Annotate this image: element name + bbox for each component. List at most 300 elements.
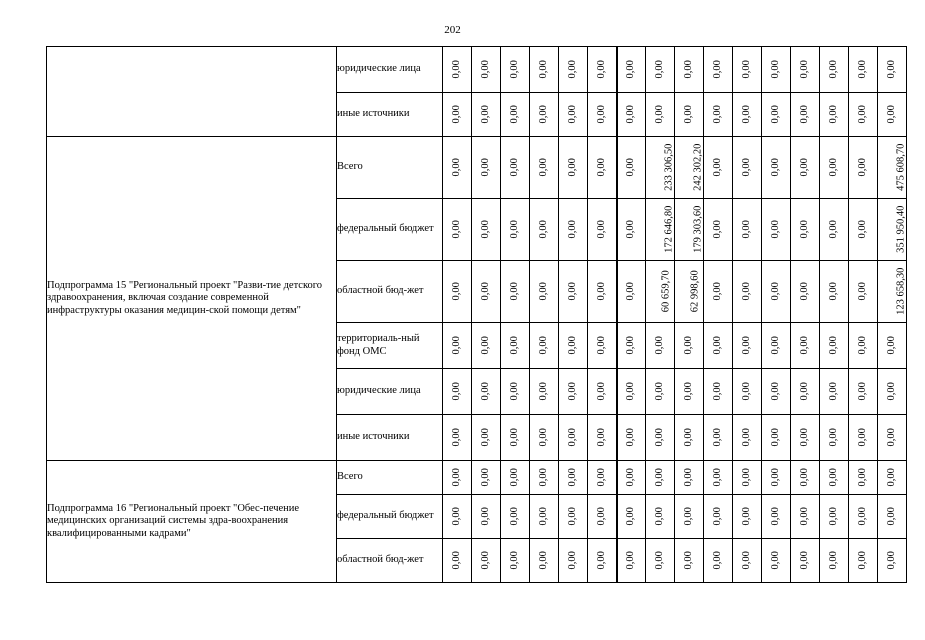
value-cell	[443, 495, 472, 539]
value-text: 0,00	[450, 507, 462, 526]
value-text: 0,00	[537, 468, 549, 487]
value-text: 0,00	[769, 282, 781, 301]
value-text: 0,00	[769, 220, 781, 239]
value-text: 0,00	[885, 551, 897, 570]
value-cell	[878, 137, 907, 199]
value-text: 475 608,70	[895, 143, 907, 192]
value-text: 0,00	[711, 468, 723, 487]
value-cell	[588, 137, 617, 199]
value-cell	[762, 369, 791, 415]
table-row	[47, 461, 907, 495]
value-text: 0,00	[711, 282, 723, 301]
value-cell	[472, 415, 501, 461]
value-text: 0,00	[624, 382, 636, 401]
value-cell	[559, 323, 588, 369]
value-text: 0,00	[769, 382, 781, 401]
value-text: 0,00	[856, 507, 868, 526]
source-cell: областной бюд-жет	[337, 261, 443, 323]
source-cell: областной бюд-жет	[337, 539, 443, 583]
value-text: 0,00	[566, 105, 578, 124]
value-text: 0,00	[827, 468, 839, 487]
value-text: 0,00	[566, 468, 578, 487]
value-cell	[588, 93, 617, 137]
value-cell	[791, 369, 820, 415]
value-text: 0,00	[595, 468, 607, 487]
value-cell	[443, 539, 472, 583]
value-text: 0,00	[508, 282, 520, 301]
value-cell	[646, 495, 675, 539]
value-text: 0,00	[711, 382, 723, 401]
value-cell	[675, 137, 704, 199]
value-text: 0,00	[653, 468, 665, 487]
value-text: 0,00	[450, 551, 462, 570]
table-row	[47, 47, 907, 93]
value-cell	[588, 369, 617, 415]
value-text: 0,00	[508, 105, 520, 124]
value-cell	[530, 261, 559, 323]
value-cell	[878, 461, 907, 495]
value-text: 0,00	[595, 60, 607, 79]
value-text: 0,00	[595, 336, 607, 355]
value-cell	[791, 461, 820, 495]
value-text: 0,00	[827, 220, 839, 239]
value-text: 0,00	[566, 428, 578, 447]
value-cell	[646, 461, 675, 495]
value-text: 0,00	[450, 220, 462, 239]
value-cell	[501, 47, 530, 93]
source-cell: юридические лица	[337, 47, 443, 93]
value-text: 0,00	[479, 428, 491, 447]
value-text: 0,00	[653, 382, 665, 401]
source-cell: федеральный бюджет	[337, 199, 443, 261]
value-cell	[849, 495, 878, 539]
value-text: 0,00	[856, 282, 868, 301]
value-text: 0,00	[885, 105, 897, 124]
value-text: 0,00	[798, 428, 810, 447]
value-text: 0,00	[856, 158, 868, 177]
value-cell	[849, 323, 878, 369]
value-cell	[704, 539, 733, 583]
value-cell	[559, 137, 588, 199]
value-text: 0,00	[653, 428, 665, 447]
value-cell	[530, 415, 559, 461]
value-text: 0,00	[856, 220, 868, 239]
value-text: 0,00	[769, 336, 781, 355]
value-cell	[878, 539, 907, 583]
value-cell	[501, 93, 530, 137]
value-text: 0,00	[769, 428, 781, 447]
value-cell	[646, 137, 675, 199]
value-cell	[878, 323, 907, 369]
value-cell	[530, 93, 559, 137]
value-text: 0,00	[595, 220, 607, 239]
value-cell	[704, 47, 733, 93]
value-cell	[472, 369, 501, 415]
value-cell	[820, 47, 849, 93]
value-text: 0,00	[827, 551, 839, 570]
value-text: 0,00	[798, 282, 810, 301]
value-text: 0,00	[450, 158, 462, 177]
value-text: 0,00	[479, 507, 491, 526]
value-cell	[588, 261, 617, 323]
value-cell	[617, 261, 646, 323]
value-text: 0,00	[450, 336, 462, 355]
value-text: 0,00	[711, 158, 723, 177]
value-text: 0,00	[798, 551, 810, 570]
value-cell	[791, 495, 820, 539]
value-text: 0,00	[769, 507, 781, 526]
value-text: 0,00	[624, 468, 636, 487]
value-cell	[646, 539, 675, 583]
value-cell	[704, 415, 733, 461]
value-text: 0,00	[827, 60, 839, 79]
value-text: 0,00	[827, 282, 839, 301]
value-cell	[501, 369, 530, 415]
value-cell	[675, 199, 704, 261]
value-text: 351 950,40	[895, 205, 907, 254]
value-cell	[588, 461, 617, 495]
value-cell	[791, 539, 820, 583]
value-text: 0,00	[711, 60, 723, 79]
value-cell	[791, 137, 820, 199]
value-cell	[791, 415, 820, 461]
value-text: 0,00	[537, 551, 549, 570]
value-text: 0,00	[740, 428, 752, 447]
value-cell	[617, 461, 646, 495]
value-cell	[762, 137, 791, 199]
value-cell	[443, 137, 472, 199]
value-cell	[472, 323, 501, 369]
value-cell	[675, 415, 704, 461]
value-cell	[733, 261, 762, 323]
value-text: 179 303,60	[692, 205, 704, 254]
value-cell	[704, 137, 733, 199]
value-cell	[588, 47, 617, 93]
value-cell	[501, 323, 530, 369]
value-cell	[646, 369, 675, 415]
value-text: 0,00	[682, 382, 694, 401]
value-cell	[617, 323, 646, 369]
value-text: 0,00	[769, 551, 781, 570]
value-cell	[501, 461, 530, 495]
value-cell	[733, 461, 762, 495]
value-cell	[443, 323, 472, 369]
value-cell	[791, 261, 820, 323]
value-text: 0,00	[537, 105, 549, 124]
value-text: 0,00	[885, 382, 897, 401]
value-text: 0,00	[682, 551, 694, 570]
value-cell	[878, 415, 907, 461]
value-cell	[762, 323, 791, 369]
value-cell	[675, 47, 704, 93]
value-cell	[588, 415, 617, 461]
value-text: 0,00	[566, 551, 578, 570]
value-cell	[530, 137, 559, 199]
value-text: 172 646,80	[663, 205, 675, 254]
value-text: 242 302,20	[692, 143, 704, 192]
value-text: 0,00	[682, 336, 694, 355]
value-text: 123 658,30	[895, 267, 907, 316]
value-cell	[530, 495, 559, 539]
value-text: 0,00	[856, 60, 868, 79]
value-cell	[559, 261, 588, 323]
value-text: 0,00	[508, 428, 520, 447]
value-text: 0,00	[653, 60, 665, 79]
value-cell	[559, 47, 588, 93]
value-cell	[733, 415, 762, 461]
value-text: 0,00	[827, 336, 839, 355]
value-cell	[849, 137, 878, 199]
value-cell	[646, 93, 675, 137]
value-text: 0,00	[479, 105, 491, 124]
value-text: 0,00	[479, 282, 491, 301]
value-cell	[472, 47, 501, 93]
source-cell: Всего	[337, 461, 443, 495]
value-text: 0,00	[624, 105, 636, 124]
value-cell	[559, 539, 588, 583]
value-text: 0,00	[479, 382, 491, 401]
value-cell	[762, 495, 791, 539]
value-cell	[646, 323, 675, 369]
value-text: 0,00	[537, 428, 549, 447]
value-cell	[501, 199, 530, 261]
value-text: 0,00	[711, 507, 723, 526]
value-cell	[762, 461, 791, 495]
value-cell	[617, 47, 646, 93]
value-text: 0,00	[740, 551, 752, 570]
value-cell	[472, 93, 501, 137]
value-text: 0,00	[856, 105, 868, 124]
value-text: 0,00	[624, 507, 636, 526]
value-cell	[733, 199, 762, 261]
value-text: 0,00	[566, 60, 578, 79]
value-cell	[472, 539, 501, 583]
value-text: 0,00	[508, 507, 520, 526]
value-cell	[617, 495, 646, 539]
value-cell	[704, 495, 733, 539]
value-cell	[762, 415, 791, 461]
value-cell	[704, 261, 733, 323]
value-text: 62 998,60	[689, 270, 701, 313]
value-cell	[820, 369, 849, 415]
table-body	[47, 47, 907, 583]
page-number: 202	[444, 24, 461, 36]
value-cell	[501, 539, 530, 583]
value-text: 0,00	[653, 105, 665, 124]
value-cell	[588, 199, 617, 261]
value-text: 0,00	[740, 105, 752, 124]
value-text: 0,00	[798, 468, 810, 487]
value-cell	[878, 369, 907, 415]
value-text: 0,00	[566, 382, 578, 401]
value-cell	[646, 47, 675, 93]
value-text: 0,00	[827, 507, 839, 526]
value-text: 0,00	[479, 60, 491, 79]
value-cell	[588, 539, 617, 583]
value-cell	[820, 415, 849, 461]
value-text: 0,00	[566, 507, 578, 526]
value-text: 0,00	[740, 60, 752, 79]
value-text: 0,00	[595, 507, 607, 526]
value-cell	[617, 415, 646, 461]
value-text: 0,00	[479, 336, 491, 355]
value-cell	[443, 93, 472, 137]
value-cell	[878, 199, 907, 261]
value-cell	[849, 47, 878, 93]
value-cell	[559, 93, 588, 137]
value-text: 0,00	[653, 551, 665, 570]
value-text: 0,00	[450, 428, 462, 447]
value-cell	[675, 495, 704, 539]
value-text: 0,00	[798, 60, 810, 79]
source-cell: территориаль-ный фонд ОМС	[337, 323, 443, 369]
source-cell: юридические лица	[337, 369, 443, 415]
value-cell	[646, 261, 675, 323]
value-cell	[878, 495, 907, 539]
value-text: 0,00	[653, 507, 665, 526]
value-text: 0,00	[740, 507, 752, 526]
value-text: 0,00	[798, 158, 810, 177]
value-text: 0,00	[595, 282, 607, 301]
value-text: 0,00	[798, 336, 810, 355]
value-cell	[443, 369, 472, 415]
value-text: 0,00	[682, 428, 694, 447]
value-cell	[675, 93, 704, 137]
value-text: 0,00	[595, 428, 607, 447]
value-text: 0,00	[798, 105, 810, 124]
value-text: 0,00	[769, 468, 781, 487]
value-text: 0,00	[740, 220, 752, 239]
value-text: 0,00	[769, 60, 781, 79]
value-cell	[617, 369, 646, 415]
value-text: 0,00	[508, 220, 520, 239]
value-text: 0,00	[624, 551, 636, 570]
value-cell	[559, 199, 588, 261]
value-text: 0,00	[682, 468, 694, 487]
value-cell	[820, 137, 849, 199]
value-text: 0,00	[682, 60, 694, 79]
value-cell	[501, 495, 530, 539]
value-cell	[617, 93, 646, 137]
value-cell	[791, 47, 820, 93]
program-cell: Подпрограмма 15 "Региональный проект "Разви-тие детского здравоохранения, включая создание современной инфраструктуры оказания медицин-ской помощи детям"	[47, 137, 337, 461]
budget-table	[46, 46, 907, 583]
value-text: 0,00	[566, 336, 578, 355]
value-cell	[588, 323, 617, 369]
value-cell	[849, 415, 878, 461]
value-cell	[849, 261, 878, 323]
value-text: 0,00	[856, 382, 868, 401]
value-text: 0,00	[711, 336, 723, 355]
value-text: 0,00	[479, 468, 491, 487]
value-text: 0,00	[885, 428, 897, 447]
value-cell	[762, 93, 791, 137]
value-text: 0,00	[566, 158, 578, 177]
value-cell	[501, 261, 530, 323]
value-text: 0,00	[595, 105, 607, 124]
value-cell	[675, 323, 704, 369]
value-text: 0,00	[740, 336, 752, 355]
value-text: 0,00	[856, 336, 868, 355]
value-cell	[820, 199, 849, 261]
value-cell	[733, 323, 762, 369]
value-cell	[791, 199, 820, 261]
value-text: 0,00	[595, 551, 607, 570]
value-text: 0,00	[508, 468, 520, 487]
value-cell	[849, 199, 878, 261]
value-cell	[530, 323, 559, 369]
value-cell	[762, 539, 791, 583]
value-cell	[733, 539, 762, 583]
value-cell	[849, 539, 878, 583]
value-cell	[472, 199, 501, 261]
value-text: 0,00	[798, 507, 810, 526]
value-cell	[704, 199, 733, 261]
value-text: 0,00	[595, 158, 607, 177]
value-cell	[646, 199, 675, 261]
value-text: 0,00	[508, 382, 520, 401]
value-text: 0,00	[624, 60, 636, 79]
value-cell	[733, 137, 762, 199]
value-text: 0,00	[479, 551, 491, 570]
value-text: 0,00	[537, 382, 549, 401]
value-cell	[762, 261, 791, 323]
value-text: 0,00	[537, 336, 549, 355]
value-cell	[762, 199, 791, 261]
value-cell	[849, 369, 878, 415]
value-text: 0,00	[798, 382, 810, 401]
value-text: 0,00	[740, 468, 752, 487]
value-text: 0,00	[450, 105, 462, 124]
value-cell	[878, 261, 907, 323]
value-text: 0,00	[624, 220, 636, 239]
value-text: 0,00	[479, 220, 491, 239]
value-cell	[820, 323, 849, 369]
value-cell	[675, 461, 704, 495]
value-text: 0,00	[653, 336, 665, 355]
value-text: 0,00	[624, 336, 636, 355]
source-cell: иные источники	[337, 415, 443, 461]
value-text: 0,00	[885, 336, 897, 355]
value-text: 0,00	[682, 507, 694, 526]
value-cell	[443, 261, 472, 323]
value-cell	[472, 261, 501, 323]
value-cell	[675, 539, 704, 583]
value-cell	[704, 461, 733, 495]
value-text: 0,00	[798, 220, 810, 239]
value-text: 0,00	[711, 551, 723, 570]
value-text: 0,00	[885, 507, 897, 526]
value-cell	[530, 369, 559, 415]
value-cell	[820, 539, 849, 583]
table-row	[47, 137, 907, 199]
value-cell	[791, 323, 820, 369]
value-cell	[733, 93, 762, 137]
value-text: 233 306,50	[663, 143, 675, 192]
value-text: 0,00	[827, 158, 839, 177]
value-cell	[820, 261, 849, 323]
value-cell	[559, 415, 588, 461]
value-cell	[501, 415, 530, 461]
program-cell: Подпрограмма 16 "Региональный проект "Обес-печение медицинских организаций системы здра-воохранения квалифицированными кадрами"	[47, 461, 337, 583]
value-text: 0,00	[595, 382, 607, 401]
value-text: 0,00	[508, 60, 520, 79]
value-cell	[878, 47, 907, 93]
value-cell	[704, 93, 733, 137]
value-cell	[530, 199, 559, 261]
value-text: 0,00	[856, 428, 868, 447]
value-text: 0,00	[856, 468, 868, 487]
